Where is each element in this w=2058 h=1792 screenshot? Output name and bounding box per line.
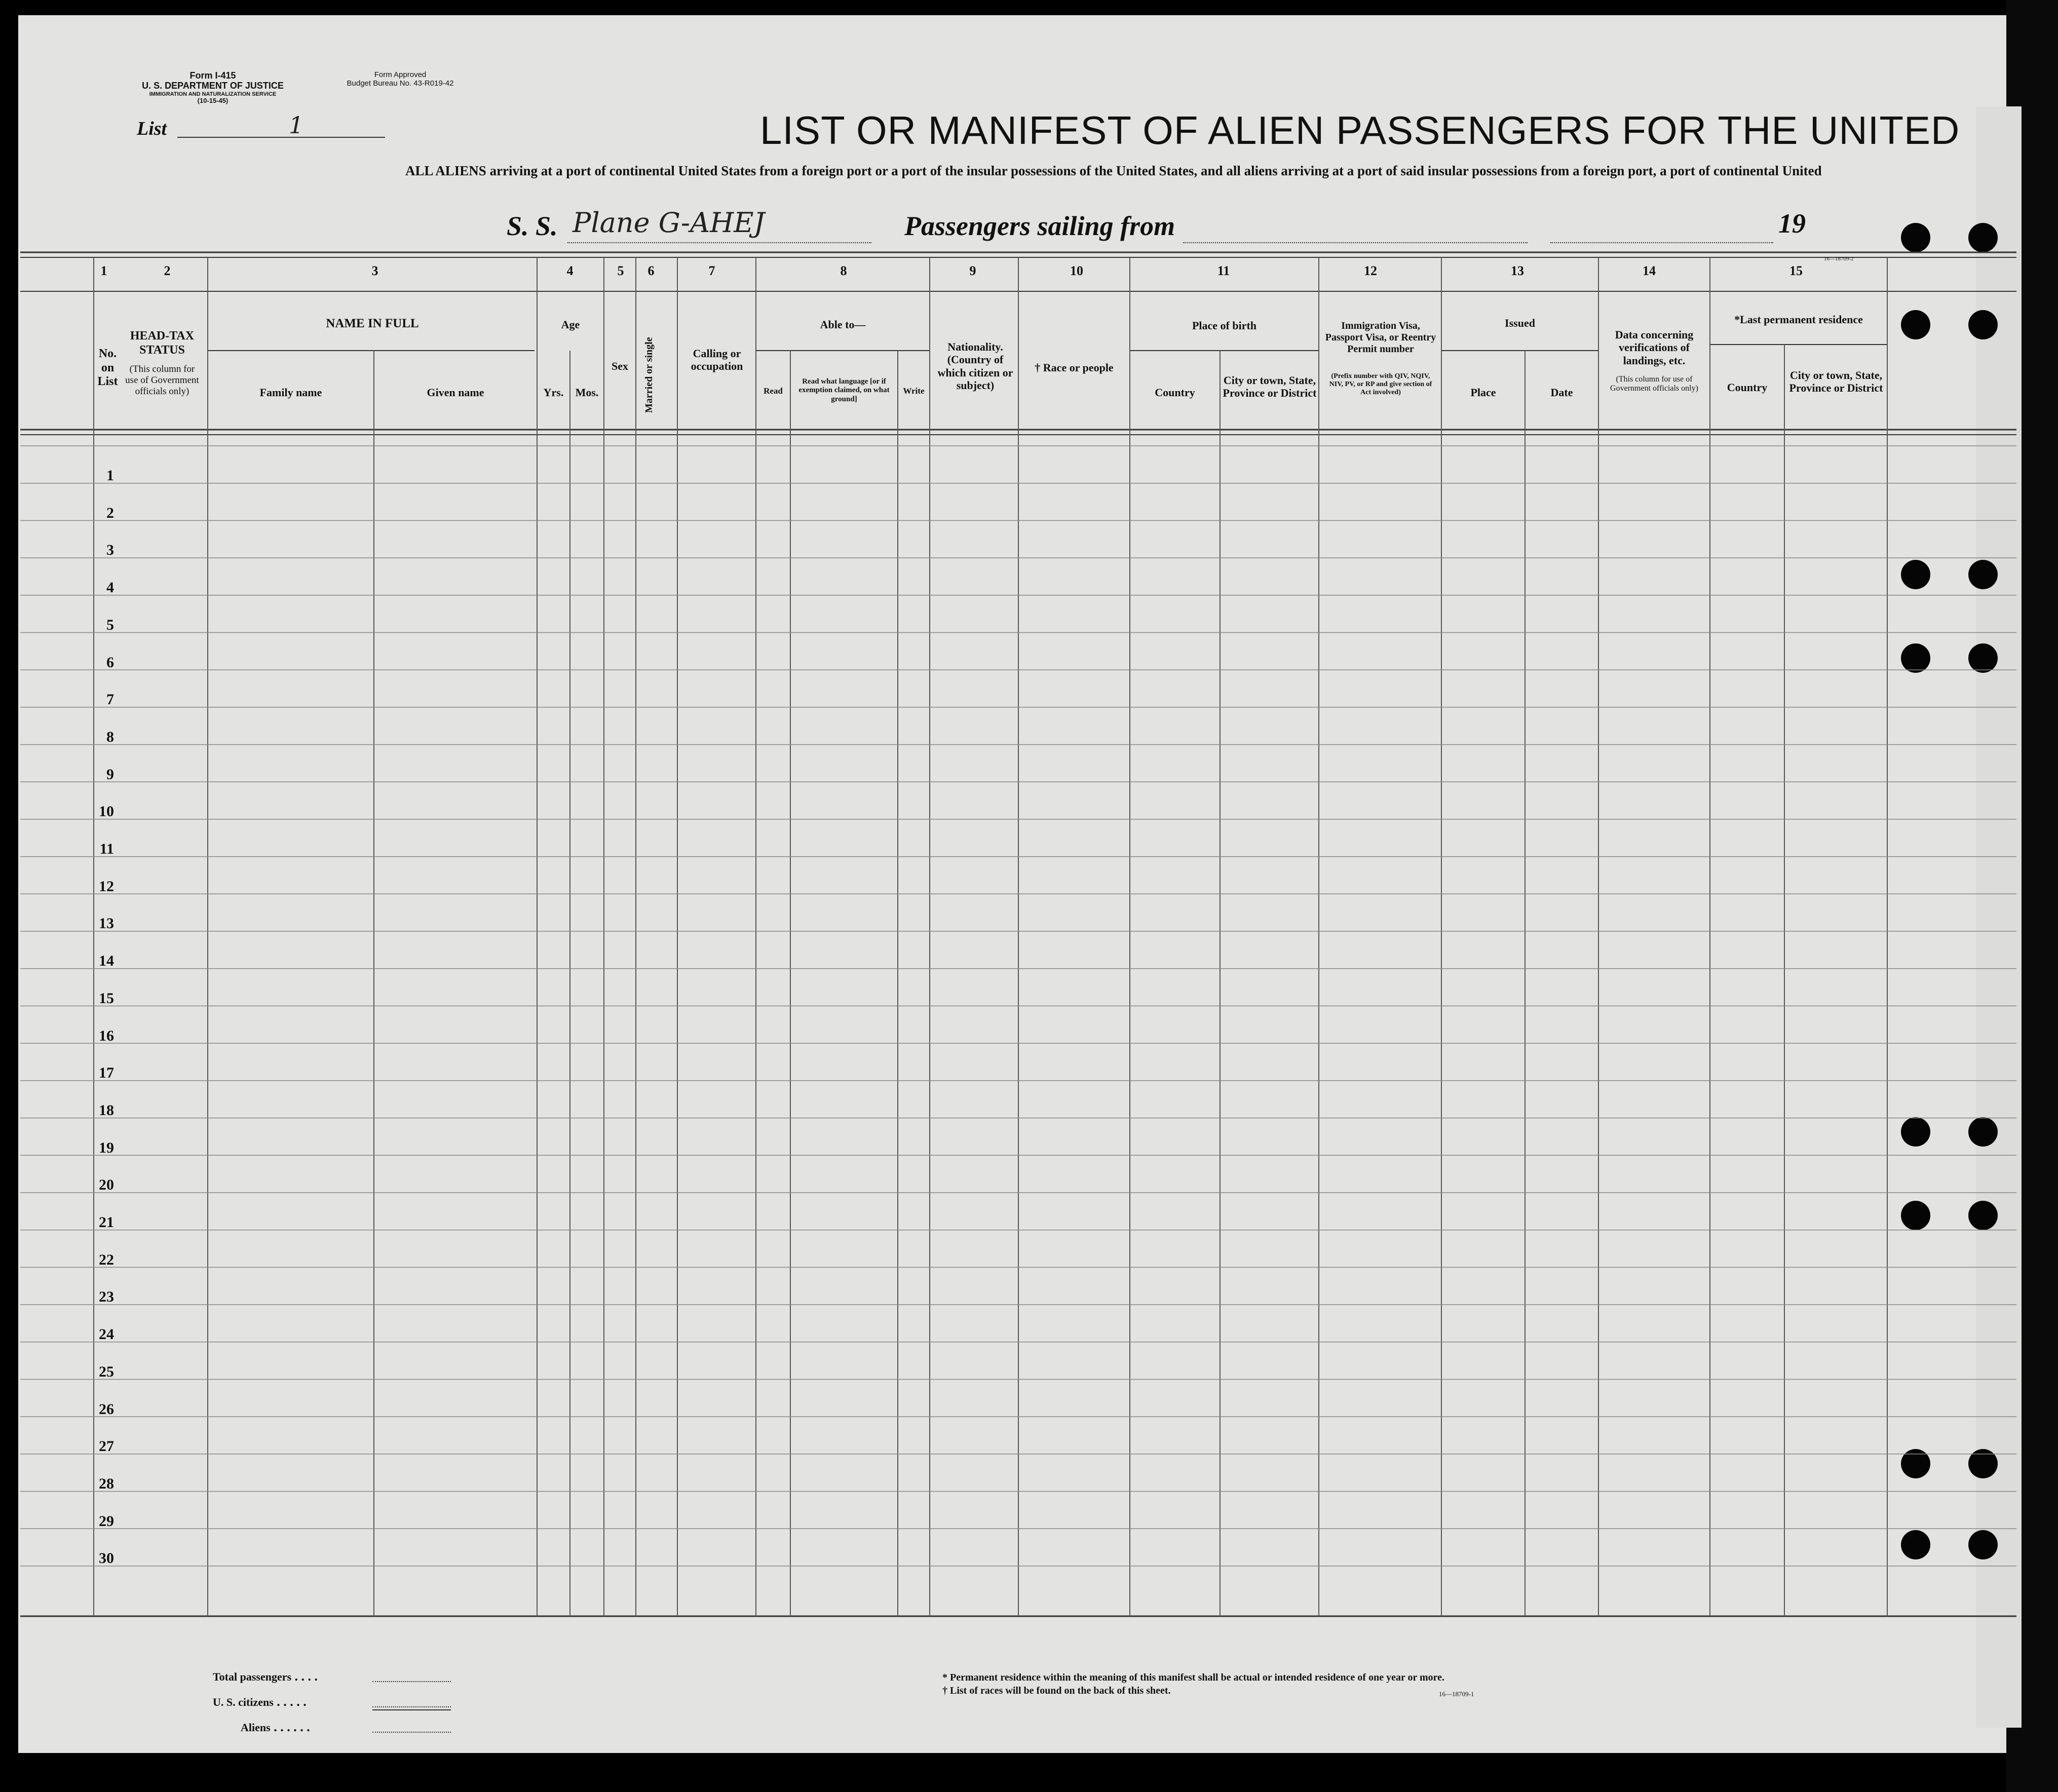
col-number: 4	[566, 263, 574, 278]
header-married-single: Married or single	[643, 337, 655, 413]
row-number: 20	[99, 1176, 114, 1194]
row-number: 30	[99, 1550, 114, 1567]
header-visa: Immigration Visa, Passport Visa, or Reentry Permit number	[1325, 320, 1436, 355]
col-number: 14	[1643, 263, 1656, 278]
header-visa-note: (Prefix number with QIV, NQIV, NIV, PV, or RP and give section of Act involved)	[1329, 372, 1432, 397]
header-res-country: Country	[1727, 381, 1768, 394]
header-issued-place: Place	[1470, 386, 1496, 399]
header-birth-country: Country	[1155, 386, 1195, 399]
header-read: Read	[764, 386, 783, 396]
sailing-label: Passengers sailing from	[904, 211, 1175, 241]
col-number: 3	[371, 263, 378, 278]
row-number: 22	[99, 1251, 114, 1268]
header-data-note: (This column for use of Government officials only)	[1610, 375, 1698, 393]
col-number: 10	[1070, 263, 1083, 278]
col-number: 2	[164, 263, 171, 278]
header-race: † Race or people	[1035, 361, 1114, 374]
col-number: 1	[100, 263, 107, 278]
col-number: 12	[1364, 263, 1377, 278]
row-number: 3	[106, 542, 114, 559]
header-no-on-list: No. on List	[97, 347, 118, 389]
row-number: 17	[99, 1064, 114, 1082]
list-value: 1	[289, 111, 304, 139]
col-number: 5	[617, 263, 624, 278]
row-number: 5	[106, 616, 114, 633]
total-passengers-label: Total passengers	[213, 1670, 292, 1683]
row-number: 14	[99, 952, 114, 970]
header-res-city: City or town, State, Province or District	[1789, 369, 1883, 395]
row-number: 29	[99, 1512, 114, 1530]
header-issued-date: Date	[1550, 386, 1573, 399]
header-place-of-birth: Place of birth	[1192, 319, 1257, 332]
row-number: 16	[99, 1027, 114, 1044]
header-read-language: Read what language [or if exemption claimed, on what ground]	[798, 377, 890, 403]
col-number: 7	[708, 263, 715, 278]
us-citizens-line	[372, 1706, 451, 1707]
row-number: 8	[106, 728, 114, 745]
header-write: Write	[903, 386, 925, 396]
col-number: 9	[969, 263, 976, 278]
department: U. S. DEPARTMENT OF JUSTICE	[142, 80, 284, 91]
col-number: 8	[840, 263, 847, 278]
col-number: 11	[1217, 263, 1230, 278]
col-number: 6	[647, 263, 655, 278]
row-number: 4	[106, 579, 114, 596]
row-number: 21	[99, 1214, 114, 1231]
footer-aliens-label: Aliens . . . . . .	[241, 1720, 310, 1734]
header-issued: Issued	[1505, 317, 1535, 329]
row-number: 7	[106, 691, 114, 708]
header-mos: Mos.	[575, 386, 599, 399]
page-title: LIST OR MANIFEST OF ALIEN PASSENGERS FOR THE UNITED	[760, 108, 1960, 152]
header-age: Age	[561, 318, 580, 331]
header-last-residence: *Last permanent residence	[1734, 313, 1863, 326]
ss-label: S. S.	[507, 211, 558, 241]
row-number: 12	[99, 878, 114, 895]
row-number: 11	[99, 841, 114, 857]
subtitle: ALL ALIENS arriving at a port of continental United States from a foreign port or a port of the insular possessions of the United States, and all aliens arriving at a port of said insular possessions from a foreign port, a port of continental United	[405, 163, 1822, 178]
header-birth-city: City or town, State, Province or District	[1223, 374, 1317, 400]
header-sex: Sex	[612, 360, 628, 372]
header-calling: Calling or occupation	[691, 347, 743, 373]
header-family-name: Family name	[259, 386, 322, 399]
col-number: 13	[1511, 263, 1524, 278]
col-number: 15	[1789, 263, 1803, 278]
row-number: 2	[106, 504, 114, 521]
total-passengers-line	[372, 1681, 451, 1682]
print-code-top: 16—18709-2	[1824, 256, 1854, 262]
header-given-name: Given name	[427, 386, 484, 399]
form-date: (10-15-45)	[197, 96, 228, 104]
row-number: 23	[99, 1288, 114, 1306]
header-yrs: Yrs.	[543, 386, 564, 399]
aliens-label: Aliens	[241, 1721, 271, 1734]
row-number: 9	[106, 766, 114, 783]
row-number: 18	[99, 1101, 114, 1119]
list-label: List	[137, 118, 167, 139]
row-number: 10	[99, 803, 114, 820]
row-number: 27	[99, 1438, 114, 1455]
header-data-concerning: Data concerning verifications of landings, etc.	[1615, 328, 1694, 367]
header-able-to: Able to—	[820, 318, 866, 331]
form-number: Form I-415	[189, 70, 236, 81]
row-number: 13	[99, 915, 114, 932]
form-approved: Form Approved	[374, 70, 427, 79]
year-prefix: 19	[1778, 208, 1806, 239]
header-name-in-full: NAME IN FULL	[326, 317, 419, 330]
row-number: 28	[99, 1475, 114, 1492]
footer-total-label: Total passengers . . . .	[213, 1669, 318, 1684]
aliens-line	[372, 1732, 451, 1733]
budget-number: Budget Bureau No. 43-R019-42	[347, 79, 454, 88]
row-number: 24	[99, 1326, 114, 1343]
us-citizens-label: U. S. citizens	[213, 1696, 274, 1708]
footer-citizens-label: U. S. citizens . . . . .	[213, 1694, 307, 1709]
row-number: 6	[106, 654, 114, 671]
row-number: 19	[99, 1139, 114, 1156]
row-number: 15	[99, 989, 114, 1007]
service: IMMIGRATION AND NATURALIZATION SERVICE	[149, 91, 277, 97]
header-nationality: Nationality. (Country of which citizen or subject)	[937, 340, 1013, 392]
row-number: 26	[99, 1400, 114, 1418]
header-head-tax-note: (This column for use of Government officials only)	[125, 364, 199, 397]
row-number: 25	[99, 1363, 114, 1380]
us-citizens-underline	[372, 1709, 451, 1710]
footnote-residence: * Permanent residence within the meaning of this manifest shall be actual or intended residence of one year or more.	[942, 1672, 1445, 1683]
ss-value: Plane G-AHEJ	[573, 207, 765, 239]
header-head-tax: HEAD-TAX STATUS	[130, 329, 195, 357]
row-number: 1	[106, 467, 114, 484]
print-code: 16—18709-1	[1439, 1690, 1474, 1698]
footnote-races: † List of races will be found on the back of this sheet.	[942, 1685, 1171, 1696]
